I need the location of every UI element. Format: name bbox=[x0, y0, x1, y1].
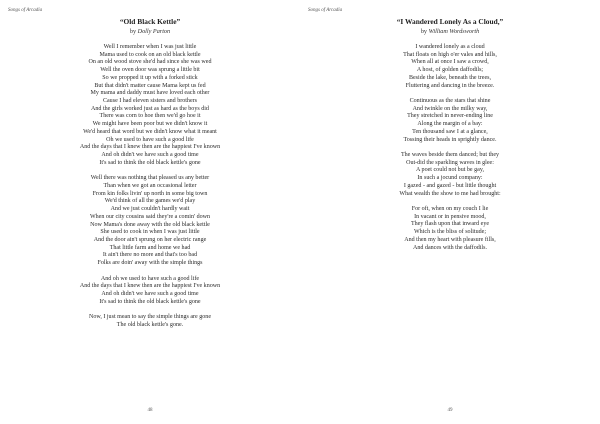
poem-line: I gazed - and gazed - but little thought bbox=[403, 182, 497, 189]
poem-line: And dances with the daffodils. bbox=[413, 244, 487, 251]
poem-line: Fluttering and dancing in the breeze. bbox=[405, 82, 495, 89]
poem-line: I wandered lonely as a cloud bbox=[415, 44, 485, 50]
poem-title: “Old Black Kettle” bbox=[119, 17, 181, 26]
stanza bbox=[0, 276, 300, 307]
running-head: Songs of Arcadia bbox=[308, 8, 343, 13]
right-page bbox=[300, 0, 600, 424]
poem-line: The waves beside them danced; but they bbox=[400, 152, 500, 158]
poem-line: From kin folks livin' up north in some big town bbox=[92, 190, 208, 197]
page-number: 49 bbox=[447, 408, 453, 413]
poem-line: Continuous as the stars that shine bbox=[409, 98, 491, 104]
stanza bbox=[0, 175, 300, 268]
poem-line: And twinkle on the milky way, bbox=[412, 105, 488, 112]
poem-author: William Wordsworth bbox=[428, 28, 480, 35]
stanza bbox=[300, 98, 600, 144]
byline-prefix: by bbox=[129, 28, 137, 35]
poem-line: On an old wood stove she'd had since she was wed bbox=[88, 59, 212, 66]
poem-line: And the door ain't sprung on her electric range bbox=[93, 236, 207, 243]
poem-line: Than when we got an occasional letter bbox=[103, 182, 197, 189]
running-head: Songs of Arcadia bbox=[8, 8, 43, 13]
poem-line: Well the oven door was sprung a little bit bbox=[100, 67, 200, 74]
poem-line: So we propped it up with a forked stick bbox=[102, 74, 198, 81]
poem-line: There was corn to hoe then we'd go hoe it bbox=[99, 113, 201, 120]
stanza bbox=[300, 152, 600, 198]
poem-line: We might have been poor but we didn't know it bbox=[92, 121, 208, 128]
poem-line: Cause I had eleven sisters and brothers bbox=[102, 98, 198, 105]
poem-line: We'd think of all the games we'd play bbox=[104, 198, 196, 205]
poem-author: Dolly Parton bbox=[137, 28, 171, 35]
stanza bbox=[300, 206, 600, 252]
poem-line: The old black kettle's gone. bbox=[116, 321, 184, 328]
poem-line: And the girls worked just as hard as the boys did bbox=[91, 105, 209, 112]
poem-line: It's sad to think the old black kettle's gone bbox=[99, 159, 201, 166]
poem-title: “I Wandered Lonely As a Cloud,” bbox=[396, 17, 504, 26]
poem-line: Folks are doin' away with the simple things bbox=[97, 260, 203, 267]
poem-line: That little farm and home we had bbox=[109, 244, 191, 251]
poem-line: A host, of golden daffodils; bbox=[416, 67, 484, 74]
poem-line: For oft, when on my couch I lie bbox=[411, 206, 489, 212]
poem-line: They flash upon that inward eye bbox=[410, 221, 490, 228]
poem-line: Which is the bliss of solitude; bbox=[413, 229, 487, 236]
poem-line: Oh we used to have such a good life bbox=[106, 136, 194, 143]
poem-line: But that didn't matter cause Mama kept us fed bbox=[94, 82, 206, 89]
stanza bbox=[0, 314, 300, 329]
poem-line: Now, I just mean to say the simple things are gone bbox=[88, 314, 212, 321]
poem-line: What wealth the show to me had brought: bbox=[399, 190, 501, 197]
poem-line: It's sad to think the old black kettle's gone bbox=[99, 298, 201, 305]
page-number: 48 bbox=[147, 408, 153, 413]
poem-line: In such a jocund company: bbox=[417, 175, 483, 182]
byline bbox=[0, 28, 300, 35]
poem-line: And oh didn't we have such a good time bbox=[101, 152, 199, 159]
poem-line: Along the margin of a bay: bbox=[417, 121, 483, 128]
byline-prefix: by bbox=[420, 28, 428, 35]
poem-line: Tossing their heads in sprightly dance. bbox=[403, 136, 497, 143]
poem-line: Beside the lake, beneath the trees, bbox=[408, 74, 492, 81]
poem-line: Ten thousand saw I at a glance, bbox=[412, 128, 488, 135]
poem-line: She used to cook in when I was just little bbox=[100, 229, 200, 236]
poem-line: That floats on high o'er vales and hills, bbox=[403, 51, 497, 58]
poem-line: And the days that I knew then are the happiest I've known bbox=[79, 283, 221, 290]
poem-line: Out-did the sparkling waves in glee: bbox=[406, 159, 494, 166]
poem-line: Well I remember when I was just little bbox=[103, 44, 197, 50]
poem-line: We'd heard that word but we didn't know what it meant bbox=[83, 128, 217, 135]
poem-line: And the days that I knew then are the happiest I've known bbox=[79, 144, 221, 151]
poem-line: When our city cousins said they're a comin' down bbox=[89, 213, 211, 220]
poem-line: Now Mama's done away with the old black kettle bbox=[90, 221, 210, 228]
poem-line: When all at once I saw a crowd, bbox=[411, 59, 489, 66]
poem-line: In vacant or in pensive mood, bbox=[414, 213, 486, 220]
poem-line: Well there was nothing that pleased us any better bbox=[90, 175, 210, 182]
poem-line: They stretched in never-ending line bbox=[407, 113, 493, 120]
poem-line: And we just couldn't hardly wait bbox=[110, 206, 190, 213]
poem-line: It ain't there no more and that's too bad bbox=[102, 252, 198, 259]
stanza bbox=[0, 44, 300, 168]
poem-body bbox=[300, 44, 600, 252]
poem-line: And oh didn't we have such a good time bbox=[101, 290, 199, 297]
byline bbox=[300, 28, 600, 35]
poem-line: And oh we used to have such a good life bbox=[100, 275, 200, 282]
poem-line: And then my heart with pleasure fills, bbox=[404, 236, 496, 243]
poem-line: A poet could not but be gay, bbox=[416, 167, 484, 174]
poem-body bbox=[0, 44, 300, 330]
poem-line: My mama and daddy must have loved each other bbox=[90, 90, 210, 97]
stanza bbox=[300, 44, 600, 90]
poem-line: Mama used to cook on an old black kettle bbox=[99, 51, 201, 58]
